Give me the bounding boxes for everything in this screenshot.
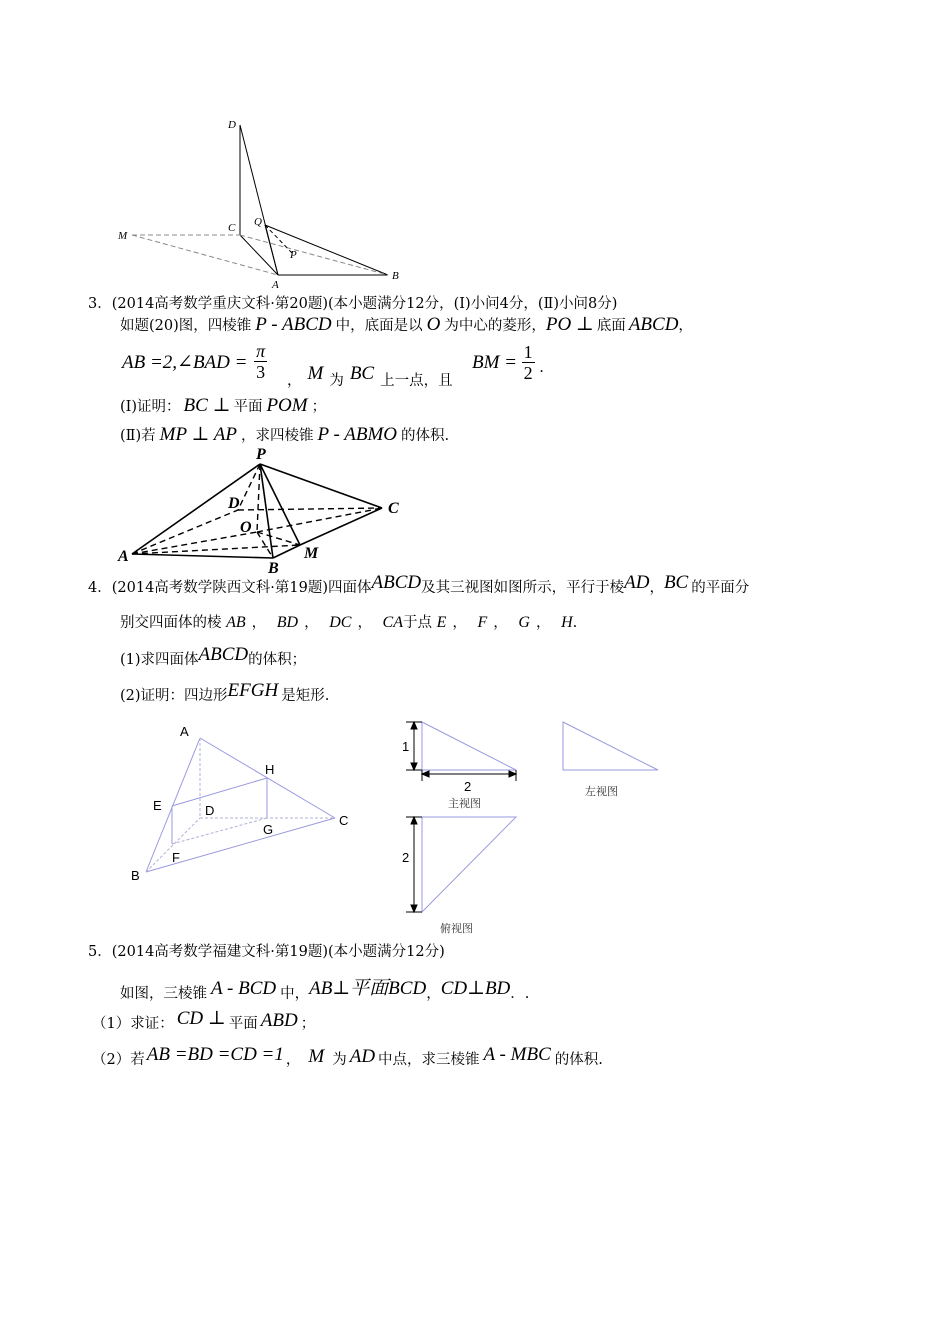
q5-part2 bbox=[92, 1044, 603, 1070]
q4-l1-text-d: 的平面分 bbox=[691, 580, 750, 596]
q4-comma-2: ， bbox=[304, 615, 319, 631]
q5-math-ab-perp-bcd: AB⊥平面BCD bbox=[309, 978, 427, 999]
fig3-label-E: E bbox=[153, 798, 162, 813]
fig2-label-M: M bbox=[304, 545, 319, 562]
q3-math-abcd: ABCD bbox=[628, 314, 679, 335]
q4-math-ca: CA bbox=[382, 614, 403, 631]
fig3-label-D: D bbox=[205, 803, 215, 818]
q5-math-a-bcd: A - BCD bbox=[211, 978, 277, 999]
q5-math-cd-perp: CD ⊥ bbox=[176, 1008, 226, 1029]
q4-part1 bbox=[120, 644, 307, 670]
q4-math-f: F bbox=[477, 614, 488, 631]
q5-number: 5． bbox=[88, 944, 112, 960]
fig3-label-C: C bbox=[339, 813, 349, 828]
q4-p2-text-b: 是矩形. bbox=[281, 688, 330, 704]
fig1-label-D: D bbox=[228, 119, 236, 131]
q5-math-m: M bbox=[308, 1046, 325, 1067]
q4-math-abcd-2: ABCD bbox=[198, 644, 249, 665]
top-view bbox=[400, 810, 530, 920]
q4-l1-text-a: (2014高考数学陕西文科·第19题)四面体 bbox=[111, 580, 372, 596]
fig3-label-H: H bbox=[265, 762, 275, 777]
q4-math-dc: DC bbox=[329, 614, 352, 631]
q3-math-ab-angle: AB =2,∠BAD = bbox=[122, 352, 248, 373]
fig1-label-M: M bbox=[118, 230, 128, 242]
q5-l1-text-a: 如图，三棱锥 bbox=[120, 986, 207, 1002]
q4-p2-text-a: (2)证明：四边形 bbox=[120, 688, 228, 704]
q3-l1-text-a: 如题(20)图，四棱锥 bbox=[120, 318, 252, 334]
q5-p2-text-a: （2）若 bbox=[92, 1052, 145, 1068]
fig2-label-P: P bbox=[256, 446, 266, 463]
q4-comma-1: ， bbox=[251, 615, 267, 631]
q4-line2 bbox=[120, 611, 577, 632]
q3-l1-text-c: 为中心的菱形， bbox=[444, 318, 546, 334]
q4-math-efgh: EFGH bbox=[227, 680, 279, 701]
fig2-label-C: C bbox=[388, 500, 399, 517]
q3-math-bm: BM = bbox=[472, 352, 518, 373]
q3-l2-text-a: ， bbox=[287, 373, 302, 389]
q4-number: 4． bbox=[88, 580, 112, 596]
q3-l1-text-b: 中，底面是以 bbox=[335, 318, 423, 334]
q5-math-ab-bd-cd-1: AB =BD =CD =1 bbox=[146, 1044, 284, 1065]
q3-math-p-abcd: P - ABCD bbox=[255, 314, 332, 335]
q4-comma-6: ， bbox=[535, 615, 551, 631]
q5-part1 bbox=[92, 1008, 316, 1034]
q4-math-abcd: ABCD bbox=[371, 572, 422, 593]
q3-p2-text-c: 的体积. bbox=[401, 428, 450, 444]
q3-l2-text-d: . bbox=[539, 360, 544, 376]
top-view-caption: 俯视图 bbox=[440, 922, 473, 935]
q3-p1-text-b: 平面 bbox=[233, 399, 263, 415]
q4-p1-text-b: 的体积； bbox=[248, 652, 307, 668]
fig1-label-P: P bbox=[290, 249, 297, 261]
front-dim-height: 1 bbox=[402, 739, 410, 754]
q3-math-mp-perp-ap: MP ⊥ AP bbox=[159, 424, 237, 445]
q5-p1-text-b: 平面 bbox=[228, 1016, 258, 1032]
front-view-caption: 主视图 bbox=[448, 797, 481, 810]
q5-l1-text-d: ．. bbox=[510, 986, 530, 1002]
q4-l1-text-b: 及其三视图如图所示，平行于棱 bbox=[421, 580, 625, 596]
q4-comma-4: ， bbox=[452, 615, 467, 631]
q3-math-pom: POM bbox=[266, 395, 308, 416]
q4-math-ab: AB bbox=[226, 614, 246, 631]
q3-line2c bbox=[472, 342, 544, 383]
q3-header-text: (2014高考数学重庆文科·第20题)(本小题满分12分，(Ⅰ)小问4分，(Ⅱ)小问8分) bbox=[111, 296, 618, 312]
q3-math-p-abmo: P - ABMO bbox=[317, 424, 398, 445]
q3-frac-1: 1 bbox=[523, 342, 533, 362]
top-dim-height: 2 bbox=[402, 850, 410, 865]
q3-header bbox=[88, 292, 617, 313]
q5-p1-text-c: ； bbox=[300, 1016, 316, 1032]
q5-p2-text-d: 中点，求三棱锥 bbox=[378, 1052, 480, 1068]
q4-l2-text-b: 于点 bbox=[403, 615, 432, 631]
q4-math-h: H bbox=[561, 614, 573, 631]
q3-line2 bbox=[122, 341, 267, 393]
q5-l1-text-c: ， bbox=[426, 986, 441, 1002]
q4-l1-text-c: ， bbox=[649, 580, 664, 596]
figure-2-pyramid bbox=[110, 440, 420, 575]
q3-l2-text-b: 为 bbox=[329, 373, 344, 389]
q5-math-abd: ABD bbox=[260, 1010, 298, 1031]
fig1-label-B: B bbox=[392, 270, 399, 282]
q4-line1 bbox=[88, 572, 750, 598]
q3-math-bc: BC bbox=[349, 363, 375, 384]
fig2-label-O: O bbox=[240, 519, 252, 536]
q4-math-bd: BD bbox=[276, 614, 299, 631]
q5-p2-text-c: 为 bbox=[332, 1052, 347, 1068]
q3-frac-2: 2 bbox=[523, 363, 533, 383]
fig1-label-A: A bbox=[272, 279, 279, 291]
q3-p1-text-a: (Ⅰ)证明： bbox=[120, 399, 181, 415]
q4-l2-text-a: 别交四面体的棱 bbox=[120, 615, 222, 631]
q4-math-g: G bbox=[518, 614, 530, 631]
q5-math-ad: AD bbox=[349, 1046, 376, 1067]
q3-line2b bbox=[287, 363, 453, 391]
q5-l1-text-b: 中， bbox=[280, 986, 310, 1002]
q4-period: . bbox=[572, 615, 578, 631]
q3-frac-1-2 bbox=[522, 342, 535, 383]
q3-math-po-perp: PO ⊥ bbox=[545, 314, 594, 335]
q5-math-cd-perp-bd: CD⊥BD bbox=[440, 978, 511, 999]
front-dim-width: 2 bbox=[464, 779, 472, 794]
figure-1-diagram bbox=[110, 110, 410, 295]
figure-3-tetrahedron bbox=[125, 720, 365, 890]
fig2-label-D: D bbox=[228, 495, 240, 512]
fig3-label-B: B bbox=[131, 868, 140, 883]
q5-p2-text-b: ， bbox=[285, 1052, 301, 1068]
side-view-caption: 左视图 bbox=[585, 785, 618, 798]
q3-p2-text-b: ，求四棱锥 bbox=[241, 428, 314, 444]
q4-math-e: E bbox=[436, 614, 447, 631]
q4-math-bc: BC bbox=[663, 572, 689, 593]
q4-comma-5: ， bbox=[493, 615, 508, 631]
q3-math-bc-perp: BC ⊥ bbox=[183, 395, 231, 416]
q3-frac-3: 3 bbox=[256, 362, 266, 382]
q3-math-m: M bbox=[307, 363, 324, 384]
fig3-label-G: G bbox=[263, 822, 274, 837]
q3-p2-text-a: (Ⅱ)若 bbox=[120, 428, 156, 444]
q3-p1-text-c: ； bbox=[311, 399, 327, 415]
q3-l2-text-c: 上一点，且 bbox=[380, 373, 453, 389]
q5-math-a-mbc: A - MBC bbox=[483, 1044, 551, 1065]
fig2-label-A: A bbox=[118, 548, 129, 565]
q4-math-ad: AD bbox=[624, 572, 650, 593]
q5-p1-text-a: （1）求证： bbox=[92, 1016, 174, 1032]
side-view bbox=[560, 715, 665, 775]
q3-l1-text-d: 底面 bbox=[596, 318, 626, 334]
fig1-label-Q: Q bbox=[254, 216, 262, 228]
q4-comma-3: ， bbox=[357, 615, 372, 631]
q3-math-o: O bbox=[426, 314, 441, 335]
q5-p2-text-e: 的体积. bbox=[554, 1052, 603, 1068]
q3-part1 bbox=[120, 394, 326, 417]
q4-p1-text-a: (1)求四面体 bbox=[120, 652, 199, 668]
q5-line1 bbox=[120, 977, 529, 1004]
fig3-label-A: A bbox=[180, 724, 189, 739]
q3-l1-text-e: ， bbox=[678, 318, 693, 334]
q5-header-text: (2014高考数学福建文科·第19题)(本小题满分12分) bbox=[111, 944, 445, 960]
q3-frac-pi-3 bbox=[254, 341, 267, 382]
q3-line1 bbox=[120, 313, 693, 336]
q4-part2 bbox=[120, 680, 330, 706]
q3-frac-pi: π bbox=[256, 341, 266, 361]
q3-number: 3． bbox=[88, 296, 112, 312]
fig1-label-C: C bbox=[228, 222, 236, 234]
fig2-label-B: B bbox=[268, 560, 279, 575]
q5-header bbox=[88, 940, 445, 961]
fig3-label-F: F bbox=[172, 850, 180, 865]
